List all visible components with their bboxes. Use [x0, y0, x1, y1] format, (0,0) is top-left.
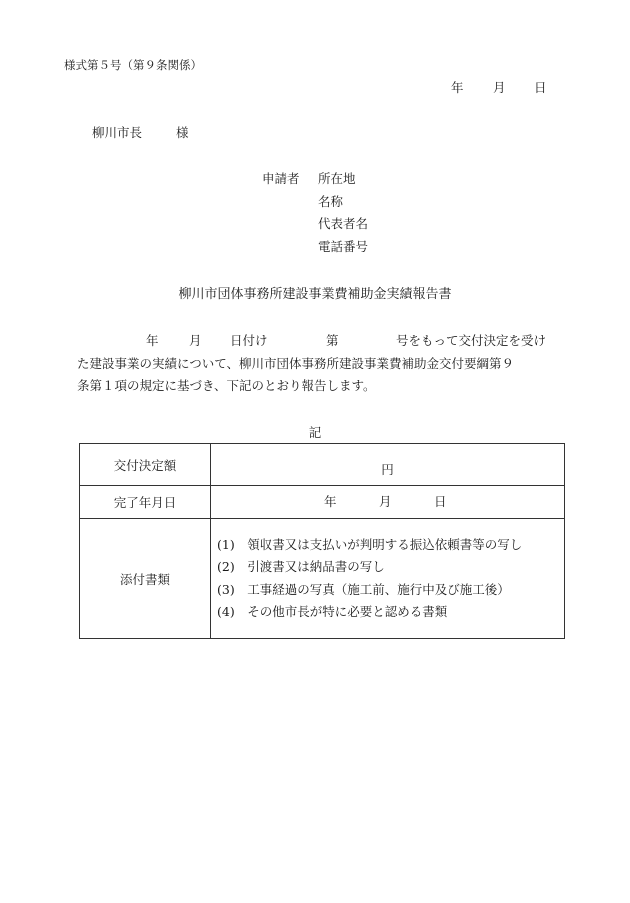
applicant-field-name: 名称	[318, 193, 344, 209]
table-row	[80, 486, 565, 519]
form-number: 様式第５号（第９条関係）	[64, 58, 202, 72]
completion-year: 年	[324, 494, 337, 509]
addressee	[92, 127, 189, 140]
body-line3: 条第１項の規定に基づき、下記のとおり報告します。	[77, 378, 376, 393]
date-month-label: 月	[493, 80, 506, 95]
attachments-list	[211, 519, 565, 639]
addressee-name: 柳川市長	[92, 125, 143, 140]
addressee-honorific: 様	[175, 125, 189, 140]
yen-unit: 円	[381, 461, 394, 477]
attachments-label: 添付書類	[80, 519, 211, 639]
applicant-label: 申請者	[262, 171, 300, 186]
attachment-item: (1) 領収書又は支払いが判明する振込依頼書等の写し	[217, 536, 523, 552]
attachment-item: (3) 工事経過の写真（施工前、施行中及び施工後）	[217, 581, 510, 597]
applicant-block	[262, 173, 368, 263]
body-day: 日付け	[230, 333, 268, 348]
grant-amount-label: 交付決定額	[80, 444, 211, 486]
table-row	[80, 519, 565, 639]
body-line2: た建設事業の実績について、柳川市団体事務所建設事業費補助金交付要綱第９	[77, 356, 515, 371]
attachment-item: (2) 引渡書又は納品書の写し	[217, 559, 385, 574]
table-row	[80, 444, 565, 486]
body-line1-rest: 号をもって交付決定を受け	[396, 333, 547, 348]
completion-date-label: 完了年月日	[80, 486, 211, 519]
document-title: 柳川市団体事務所建設事業費補助金実績報告書	[178, 287, 452, 302]
completion-month: 月	[379, 494, 392, 509]
applicant-field-address: 所在地	[318, 171, 356, 186]
ki-heading: 記	[308, 425, 322, 440]
attachment-item: (4) その他市長が特に必要と認める書類	[217, 604, 448, 619]
report-table	[79, 443, 565, 639]
body-dai: 第	[326, 333, 339, 348]
applicant-field-representative: 代表者名	[318, 216, 369, 231]
body-year: 年	[146, 333, 159, 348]
applicant-field-phone: 電話番号	[318, 238, 369, 254]
completion-date-value	[211, 486, 565, 519]
completion-day: 日	[434, 494, 447, 509]
date-day-label: 日	[534, 80, 547, 95]
body-month: 月	[189, 333, 202, 348]
date-year-label: 年	[451, 80, 464, 95]
grant-amount-value	[211, 444, 565, 486]
